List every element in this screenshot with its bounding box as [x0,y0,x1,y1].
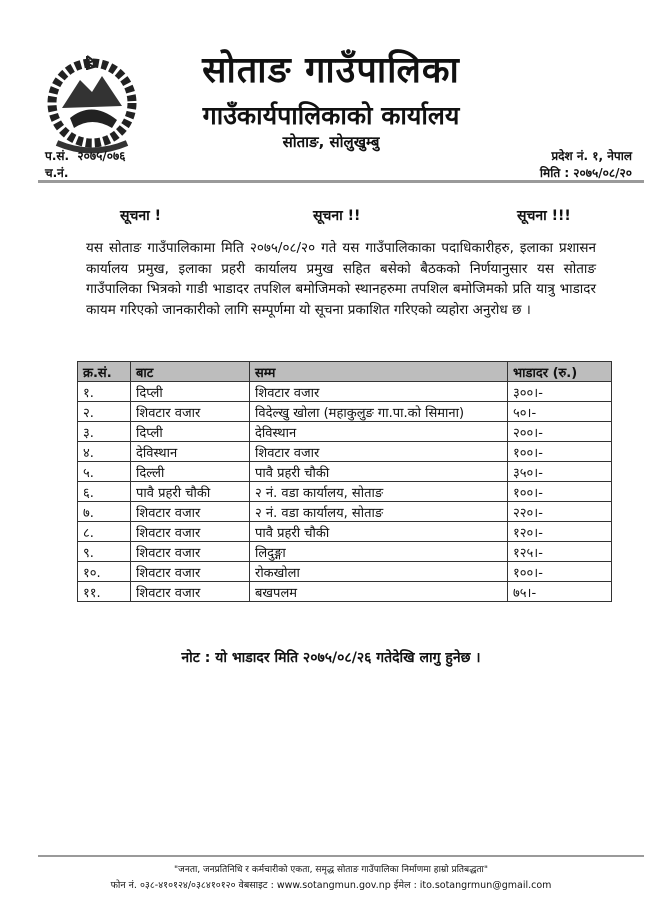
notice-heading-1: सूचना ! [120,208,162,224]
cell-from: पावै प्रहरी चौकी [131,482,250,502]
cell-serial: ९. [78,542,131,562]
cell-from: शिवटार वजार [131,562,250,582]
cell-serial: ५. [78,462,131,482]
cell-to: रोकखोला [250,562,508,582]
col-to: सम्म [250,362,508,382]
municipality-title: सोताङ गाउँपालिका [202,50,460,91]
table-row [78,422,612,442]
cell-to: २ नं. वडा कार्यालय, सोताङ [250,502,508,522]
cell-fare: १००।- [508,562,612,582]
table-header-row [78,362,612,382]
table-row [78,402,612,422]
cell-serial: ३. [78,422,131,442]
province: प्रदेश नं. १, नेपाल [551,149,632,163]
cell-fare: २००।- [508,422,612,442]
table-row [78,542,612,562]
col-serial: क्र.सं. [78,362,131,382]
footer-contact: फोन नं. ०३८-४१०१२४/०३८४१०१२० वेबसाइट : www.sotangmun.gov.np ईमेल : ito.sotangrmun@gmail.com [110,880,552,891]
cell-fare: १००।- [508,442,612,462]
cell-to: पावै प्रहरी चौकी [250,462,508,482]
reference-block [45,148,125,182]
cell-from: दिप्ली [131,422,250,442]
fare-table [77,361,612,602]
cell-serial: १. [78,382,131,402]
cell-fare: २२०।- [508,502,612,522]
cell-fare: ५०।- [508,402,612,422]
cell-to: बखपलम [250,582,508,602]
cell-to: देविस्थान [250,422,508,442]
table-row [78,582,612,602]
table-row [78,442,612,462]
office-address: सोताङ, सोलुखुम्बु [282,133,380,151]
cell-to: पावै प्रहरी चौकी [250,522,508,542]
cell-fare: ३००।- [508,382,612,402]
notice-body: यस सोताङ गाउँपालिकामा मिति २०७५/०८/२० गते यस गाउँपालिकाका पदाधिकारीहरु, इलाका प्रशासन कार्यालय प्रमुख, इलाका प्रहरी कार्यालय प्रमुख सहित बसेको बैठकको निर्णयानुसार यस सोताङ गाउँपालिका भित्रको गाडी भाडादर तपशिल बमोजिमको स्थानहरुमा तपशिल बमोजिमको प्रति यात्रु भाडादर कायम गरिएको जानकारीको लागि सम्पूर्णमा यो सूचना प्रकाशित गरिएको व्यहोरा अनुरोध छ । [86,240,596,318]
note-text: नोट : यो भाडादर मिति २०७५/०८/२६ गतेदेखि लागु हुनेछ । [181,650,481,666]
cell-serial: ४. [78,442,131,462]
cell-from: दिल्ली [131,462,250,482]
footer-motto: "जनता, जनप्रतिनिधि र कर्मचारीको एकता, समृद्ध सोताङ गाउँपालिका निर्माणमा हाम्रो प्रतिबद्धता" [174,865,488,875]
table-row [78,502,612,522]
notice-heading-3: सूचना !!! [517,208,571,224]
cell-fare: १२५।- [508,542,612,562]
cell-from: दिप्ली [131,382,250,402]
cell-serial: ६. [78,482,131,502]
cell-fare: १२०।- [508,522,612,542]
cell-serial: २. [78,402,131,422]
province-date-block [540,148,632,182]
letter-date: मिति : २०७५/०८/२० [539,166,632,180]
cell-fare: ७५।- [508,582,612,602]
cell-to: विदेल्खु खोला (महाकुलुङ गा.पा.को सिमाना) [250,402,508,422]
col-fare: भाडादर (रु.) [508,362,612,382]
cell-serial: ८. [78,522,131,542]
cell-serial: ११. [78,582,131,602]
dispatch-number: च.नं. [45,166,69,180]
cell-from: शिवटार वजार [131,502,250,522]
cell-from: शिवटार वजार [131,542,250,562]
cell-to: २ नं. वडा कार्यालय, सोताङ [250,482,508,502]
cell-from: शिवटार वजार [131,522,250,542]
cell-to: शिवटार वजार [250,382,508,402]
cell-fare: ३५०।- [508,462,612,482]
table-row [78,562,612,582]
cell-to: शिवटार वजार [250,442,508,462]
cell-serial: ७. [78,502,131,522]
table-row [78,462,612,482]
ref-number: प.सं. २०७५/०७६ [45,149,126,163]
cell-from: शिवटार वजार [131,402,250,422]
table-row [78,522,612,542]
cell-fare: १००।- [508,482,612,502]
office-subtitle: गाउँकार्यपालिकाको कार्यालय [202,101,460,130]
cell-serial: १०. [78,562,131,582]
footer-divider [38,855,644,857]
table-row [78,382,612,402]
table-row [78,482,612,502]
notice-heading-2: सूचना !! [313,208,361,224]
cell-from: देविस्थान [131,442,250,462]
col-from: बाट [131,362,250,382]
header-divider [38,180,644,183]
cell-from: शिवटार वजार [131,582,250,602]
cell-to: लिदुङ्गा [250,542,508,562]
